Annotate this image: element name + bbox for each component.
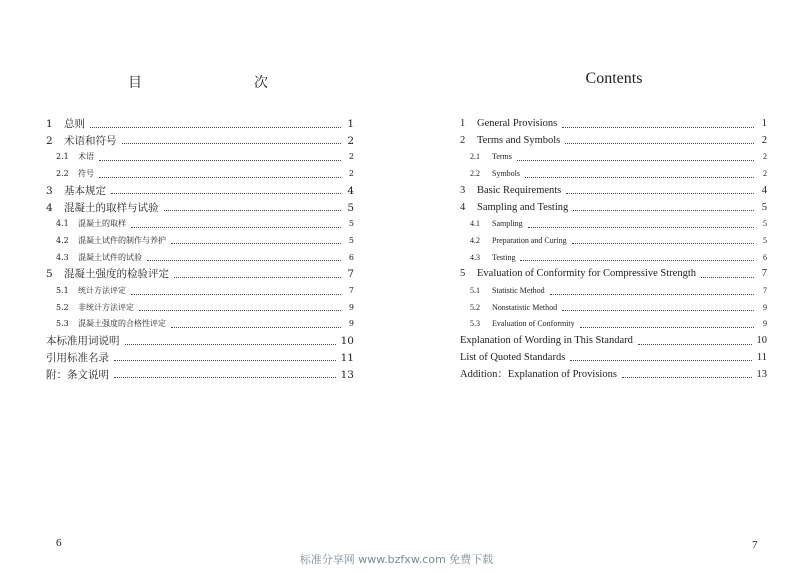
toc-dot-leader (580, 327, 754, 328)
toc-entry-title: 术语和符号 (64, 134, 117, 147)
toc-entry (460, 367, 767, 383)
toc-entry-number: 4 (46, 201, 53, 214)
toc-entry-number: 2.2 (56, 169, 69, 179)
toc-entry-page: 11 (756, 351, 767, 363)
toc-entry-page: 13 (756, 368, 767, 380)
toc-entry (46, 283, 354, 299)
toc-dot-leader (171, 243, 341, 244)
toc-dot-leader (572, 243, 754, 244)
toc-entry-page: 5 (348, 219, 354, 229)
toc-entry-title: 混凝土的取样 (78, 219, 126, 229)
toc-entry-title: Evaluation of Conformity for Compressive Strength (477, 268, 697, 280)
toc-entry-page: 5 (763, 235, 767, 245)
toc-entry (46, 116, 354, 132)
toc-entry-title: Explanation of Wording in This Standard (460, 335, 633, 347)
toc-entry-page: 2 (763, 169, 767, 179)
toc-entry (460, 350, 767, 366)
toc-entry-page: 11 (340, 351, 354, 364)
toc-entry-title: 统计方法评定 (78, 286, 126, 295)
toc-entry-number: 3 (460, 184, 466, 196)
toc-entry-number: 5.1 (470, 286, 480, 295)
toc-entry-number: 5.2 (470, 302, 480, 312)
toc-entry-number: 2 (460, 134, 466, 146)
toc-entry (460, 266, 767, 282)
toc-title-chinese: 目 次 (128, 75, 296, 91)
toc-entry-page: 7 (763, 286, 767, 295)
toc-entry (460, 283, 767, 299)
toc-dot-leader (562, 127, 754, 128)
toc-entry-page: 9 (348, 302, 354, 312)
toc-entry-title: 基本规定 (64, 184, 106, 197)
toc-dot-leader (573, 210, 754, 211)
toc-entry (46, 149, 354, 165)
toc-entry (46, 200, 354, 216)
toc-dot-leader (114, 377, 336, 378)
toc-entry (460, 233, 767, 249)
toc-entry-page: 6 (348, 252, 354, 262)
toc-entry-number: 4.3 (470, 252, 480, 262)
toc-entry-number: 5.1 (56, 286, 69, 295)
toc-entry-page: 7 (761, 268, 767, 280)
toc-entry (460, 300, 767, 316)
toc-entry-number: 4.1 (470, 219, 480, 229)
toc-dot-leader (90, 127, 341, 128)
toc-entry-page: 7 (347, 268, 354, 281)
toc-entry (46, 316, 354, 332)
toc-entry-number: 3 (46, 184, 53, 197)
toc-entry-title: Testing (492, 252, 516, 262)
toc-dot-leader (701, 277, 754, 278)
toc-entry-number: 5.2 (56, 302, 69, 312)
toc-entry-page: 9 (763, 319, 767, 329)
toc-entry-title: 混凝土强度的检验评定 (64, 268, 169, 281)
toc-entry-title: 混凝土试件的制作与养护 (78, 235, 166, 245)
toc-entry (46, 300, 354, 316)
toc-entry-title: Sampling and Testing (477, 201, 569, 213)
toc-entry-page: 9 (763, 302, 767, 312)
toc-entry-title: 符号 (78, 169, 94, 179)
toc-entry-title: Sampling (492, 219, 523, 229)
toc-dot-leader (565, 143, 754, 144)
toc-entry-number: 5 (460, 268, 466, 280)
toc-entry (46, 183, 354, 199)
toc-entry-title: List of Quoted Standards (460, 351, 566, 363)
page-number-left: 6 (56, 537, 62, 549)
toc-entry (460, 166, 767, 182)
toc-entry-number: 2.1 (56, 152, 69, 162)
toc-dot-leader (174, 277, 341, 278)
toc-entry-page: 4 (761, 184, 767, 196)
toc-entry-number: 4.2 (56, 235, 69, 245)
toc-title-english: Contents (585, 70, 643, 87)
toc-entry (460, 183, 767, 199)
toc-entry (46, 166, 354, 182)
toc-dot-leader (562, 310, 754, 311)
toc-dot-leader (550, 294, 754, 295)
toc-entry-title: 混凝土的取样与试验 (64, 201, 159, 214)
toc-entry-title: Terms and Symbols (477, 134, 561, 146)
page-number-right: 7 (752, 539, 758, 551)
watermark-text: 标准分享网 www.bzfxw.com 免费下载 (299, 553, 494, 566)
toc-entry-number: 4.3 (56, 252, 69, 262)
toc-entry-page: 5 (348, 235, 354, 245)
toc-entry-page: 2 (763, 152, 767, 162)
toc-entry-number: 5.3 (56, 319, 69, 329)
toc-entry (460, 200, 767, 216)
toc-entry-number: 5 (46, 268, 53, 281)
toc-entry (460, 216, 767, 232)
toc-entry (46, 367, 354, 383)
toc-entry-title: Basic Requirements (477, 184, 562, 196)
toc-dot-leader (517, 160, 754, 161)
toc-entry-page: 2 (347, 134, 354, 147)
right-page (396, 0, 793, 573)
toc-dot-leader (131, 227, 341, 228)
toc-entry-number: 2.1 (470, 152, 480, 162)
toc-entry-title: Symbols (492, 169, 521, 179)
toc-dot-leader (122, 143, 342, 144)
toc-entry (460, 133, 767, 149)
toc-dot-leader (111, 193, 341, 194)
toc-dot-leader (171, 327, 341, 328)
toc-entry-number: 4.2 (470, 235, 480, 245)
toc-dot-leader (520, 260, 754, 261)
toc-entry (46, 250, 354, 266)
toc-entry-page: 13 (340, 368, 354, 381)
toc-entry-page: 10 (756, 335, 767, 347)
toc-dot-leader (638, 344, 752, 345)
toc-entry-title: Terms (492, 152, 512, 162)
toc-entry-title: 混凝土强度的合格性评定 (78, 319, 166, 329)
toc-entry-title: 术语 (78, 152, 94, 162)
toc-entry (460, 333, 767, 349)
toc-entry-title: Addition：Explanation of Provisions (460, 368, 617, 380)
toc-entry (460, 149, 767, 165)
toc-dot-leader (570, 360, 752, 361)
toc-entry-title: 非统计方法评定 (78, 302, 134, 312)
toc-entry (460, 250, 767, 266)
toc-entry (46, 350, 354, 366)
toc-entry (46, 233, 354, 249)
toc-entry-title: Preparation and Curing (492, 235, 567, 245)
toc-entry-number: 2 (46, 134, 53, 147)
toc-entry-title: 总则 (64, 118, 85, 130)
toc-entry (46, 133, 354, 149)
toc-entry-title: Nonstatistic Method (492, 302, 558, 312)
toc-dot-leader (147, 260, 341, 261)
toc-entry-page: 6 (763, 252, 767, 262)
toc-entry-number: 2.2 (470, 169, 480, 179)
toc-entry-title: Statistic Method (492, 286, 545, 295)
toc-dot-leader (566, 193, 754, 194)
toc-entry-page: 1 (347, 118, 354, 130)
toc-entry-title: 引用标准名录 (46, 351, 109, 364)
toc-dot-leader (125, 344, 336, 345)
toc-entry-page: 4 (347, 184, 354, 197)
toc-entry (460, 116, 767, 132)
toc-entry-number: 1 (460, 118, 466, 129)
toc-entry-number: 4.1 (56, 219, 69, 229)
toc-dot-leader (622, 377, 752, 378)
toc-entry (46, 333, 354, 349)
toc-entry-page: 9 (348, 319, 354, 329)
toc-entry-title: General Provisions (477, 118, 558, 129)
toc-entry-page: 5 (761, 201, 767, 213)
toc-dot-leader (131, 294, 341, 295)
toc-entry-number: 1 (46, 118, 53, 130)
toc-dot-leader (99, 177, 341, 178)
toc-entry-title: Evaluation of Conformity (492, 319, 575, 329)
toc-entry-title: 本标准用词说明 (46, 335, 120, 348)
toc-entry-page: 1 (761, 118, 767, 129)
toc-dot-leader (525, 177, 754, 178)
toc-dot-leader (99, 160, 341, 161)
toc-entry-page: 10 (340, 335, 354, 348)
toc-entry-page: 2 (348, 152, 354, 162)
toc-entry-number: 5.3 (470, 319, 480, 329)
toc-entry-page: 2 (761, 134, 767, 146)
toc-entry (46, 266, 354, 282)
toc-dot-leader (528, 227, 754, 228)
toc-entry-page: 7 (348, 286, 354, 295)
toc-entry-page: 2 (348, 169, 354, 179)
toc-entry-title: 混凝土试件的试验 (78, 252, 142, 262)
toc-dot-leader (139, 310, 341, 311)
toc-entry-title: 附：条文说明 (46, 368, 109, 381)
toc-entry-page: 5 (763, 219, 767, 229)
toc-dot-leader (164, 210, 342, 211)
toc-entry-page: 5 (347, 201, 354, 214)
toc-entry (46, 216, 354, 232)
toc-entry (460, 316, 767, 332)
left-page (0, 0, 396, 573)
toc-entry-number: 4 (460, 201, 466, 213)
toc-dot-leader (114, 360, 336, 361)
